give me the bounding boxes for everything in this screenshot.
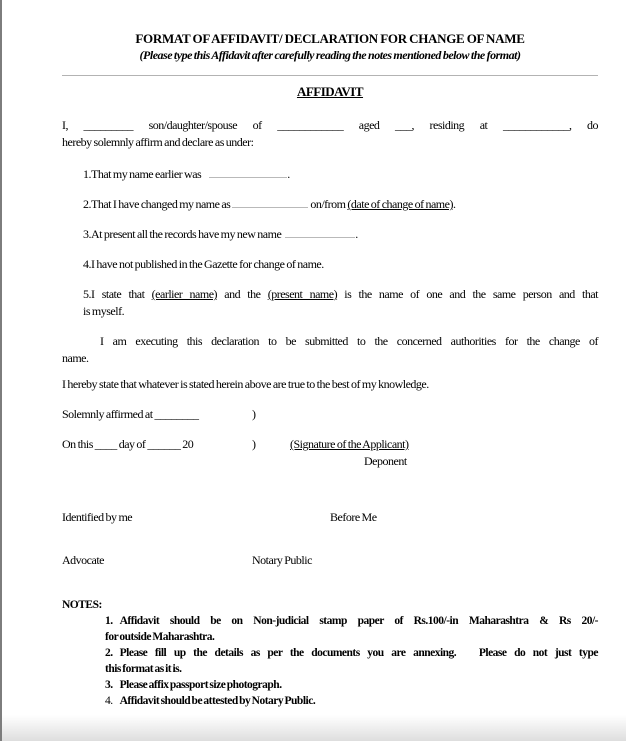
note-2-line-2: this format as it is.	[105, 663, 182, 675]
notary-public-label: Notary Public	[252, 553, 312, 567]
deponent-row	[62, 453, 598, 470]
declaration-5-line-2: is myself.	[83, 304, 125, 318]
closing-paren-2: )	[252, 437, 256, 451]
records-name-blank-field	[285, 226, 355, 238]
deponent-label: Deponent	[364, 454, 407, 468]
note-3-text: Please affix passport size photograph.	[119, 679, 282, 691]
declaration-3-period: .	[355, 227, 358, 241]
executing-line-1: I am executing this declaration to be submitted to the concerned authorities for the change of	[100, 334, 598, 348]
note-item-2	[105, 645, 598, 677]
truth-statement: I hereby state that whatever is stated herein above are true to the best of my knowledge.	[62, 377, 429, 391]
page-bottom-shadow	[2, 715, 626, 741]
advocate-label: Advocate	[62, 553, 104, 567]
declaration-5-lead: 5.I state that	[83, 287, 145, 301]
declaration-5-rest: is the name of one and the same person and that	[344, 287, 598, 301]
note-item-4	[105, 693, 598, 709]
affidavit-heading: AFFIDAVIT	[296, 84, 364, 99]
note-2-line-1	[105, 645, 598, 661]
date-of-change-underlined: (date of change of name)	[347, 197, 453, 211]
solemnly-affirmed-text: Solemnly affirmed at ________	[62, 407, 199, 421]
closing-paren-1: )	[252, 407, 256, 421]
note-4-number: 4.	[105, 695, 113, 707]
declaration-2-period: .	[452, 197, 456, 211]
declaration-item-5	[83, 286, 598, 320]
declaration-1-text: 1.That my name earlier was	[83, 167, 202, 181]
opening-line-1: I, _________ son/daughter/spouse of ____________ aged ___, residing at ____________, do	[62, 118, 598, 132]
opening-paragraph	[62, 117, 598, 151]
declaration-1-period: .	[287, 167, 290, 181]
declaration-item-1	[83, 166, 598, 183]
note-2-text: Please fill up the details as per the documents you are annexing. Please do not just type	[119, 647, 598, 659]
opening-line-2: hereby solemnly affirm and declare as under:	[62, 135, 254, 149]
note-1-line-1	[105, 613, 598, 629]
declaration-5-line-1	[83, 286, 598, 303]
declaration-2-text: 2.That I have changed my name as	[83, 197, 231, 211]
note-2-number: 2.	[105, 647, 113, 659]
document-title: FORMAT OF AFFIDAVIT/ DECLARATION FOR CHANGE OF NAME	[135, 31, 525, 46]
new-name-blank-field	[232, 196, 308, 208]
declaration-5-mid: and the	[224, 287, 261, 301]
before-me-label: Before Me	[330, 510, 377, 524]
executing-paragraph	[62, 333, 598, 367]
on-this-day-row	[62, 436, 598, 453]
declaration-item-2	[83, 196, 598, 213]
note-item-1	[105, 613, 598, 645]
document-content	[2, 0, 626, 709]
earlier-name-blank-field	[209, 166, 287, 178]
note-1-line-2: for outside Maharashtra.	[105, 631, 215, 643]
notes-heading: NOTES:	[62, 599, 102, 611]
executing-line-2: name.	[62, 351, 89, 365]
title-divider	[62, 75, 598, 76]
solemnly-affirmed-row	[62, 406, 598, 423]
document-subtitle: (Please type this Affidavit after carefully reading the notes mentioned below the format)	[139, 48, 521, 62]
note-4-text: Affidavit should be attested by Notary Public.	[119, 695, 316, 707]
on-this-day-text: On this ____ day of ______ 20	[62, 437, 194, 451]
earlier-name-underlined: (earlier name)	[151, 287, 218, 301]
notes-section	[62, 597, 598, 709]
advocate-row	[62, 552, 598, 569]
declaration-3-text: 3.At present all the records have my new name	[83, 227, 282, 241]
present-name-underlined: (present name)	[267, 287, 338, 301]
declaration-2-mid: on/from	[310, 197, 346, 211]
identified-by-row	[62, 509, 598, 526]
note-3-number: 3.	[105, 679, 113, 691]
declaration-item-3	[83, 226, 598, 243]
identified-by-me-label: Identified by me	[62, 510, 133, 524]
note-1-text: Affidavit should be on Non-judicial stamp paper of Rs.100/-in Maharashtra & Rs 20/-	[119, 615, 598, 627]
signature-of-applicant-label: (Signature of the Applicant)	[290, 437, 409, 451]
note-item-3	[105, 677, 598, 693]
note-1-number: 1.	[105, 615, 113, 627]
declaration-item-4: 4.I have not published in the Gazette for change of name.	[83, 257, 324, 271]
